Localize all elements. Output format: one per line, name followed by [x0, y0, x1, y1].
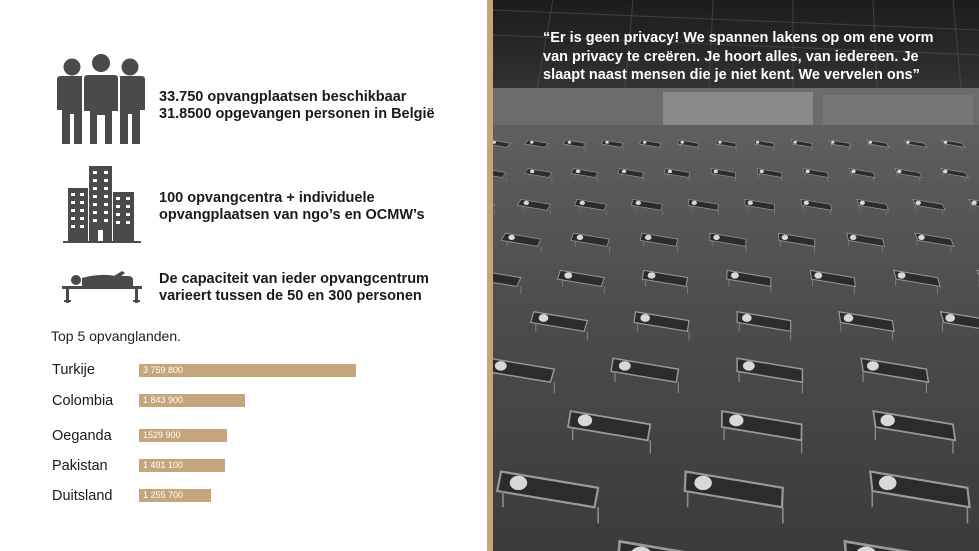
centers-stat-line1: 100 opvangcentra + individuele: [159, 190, 375, 206]
people-stat: [159, 89, 435, 123]
bar: [139, 429, 227, 442]
country-label: Pakistan: [52, 458, 108, 474]
bar-value-label: 1 491 100: [143, 460, 184, 470]
capacity-stat-line1: De capaciteit van ieder opvangcentrum: [159, 271, 429, 287]
top5-title: Top 5 opvanglanden.: [51, 328, 181, 344]
bar: [139, 459, 225, 472]
bar: [139, 489, 211, 502]
quote-text: “Er is geen privacy! We spannen lakens op om ene vorm van privacy te creëren. Je hoort alles, van iedereen. Je slaapt naast mensen die je niet kent. We vervelen ons”: [543, 30, 934, 83]
buildings-icon: [63, 166, 141, 243]
people-stat-line1: 33.750 opvangplaatsen beschikbaar: [159, 89, 407, 105]
country-label: Oeganda: [52, 428, 112, 444]
bar-value-label: 1529 900: [143, 430, 181, 440]
bar-value-label: 1 255 700: [143, 490, 184, 500]
bar-value-label: 1 843 900: [143, 395, 184, 405]
country-label: Turkije: [52, 362, 95, 378]
info-panel: [0, 0, 487, 551]
person-on-cot-icon: [62, 270, 142, 303]
bar-value-label: 3 759 800: [143, 365, 184, 375]
people-group-icon: [52, 52, 150, 146]
bar: [139, 364, 356, 377]
capacity-stat: [159, 271, 429, 305]
country-label: Duitsland: [52, 488, 113, 504]
centers-stat: [159, 190, 425, 224]
country-label: Colombia: [52, 393, 114, 409]
bar: [139, 394, 245, 407]
people-stat-line2: 31.8500 opgevangen personen in België: [159, 106, 435, 122]
capacity-stat-line2: varieert tussen de 50 en 300 personen: [159, 288, 422, 304]
centers-stat-line2: opvangplaatsen van ngo’s en OCMW’s: [159, 207, 425, 223]
